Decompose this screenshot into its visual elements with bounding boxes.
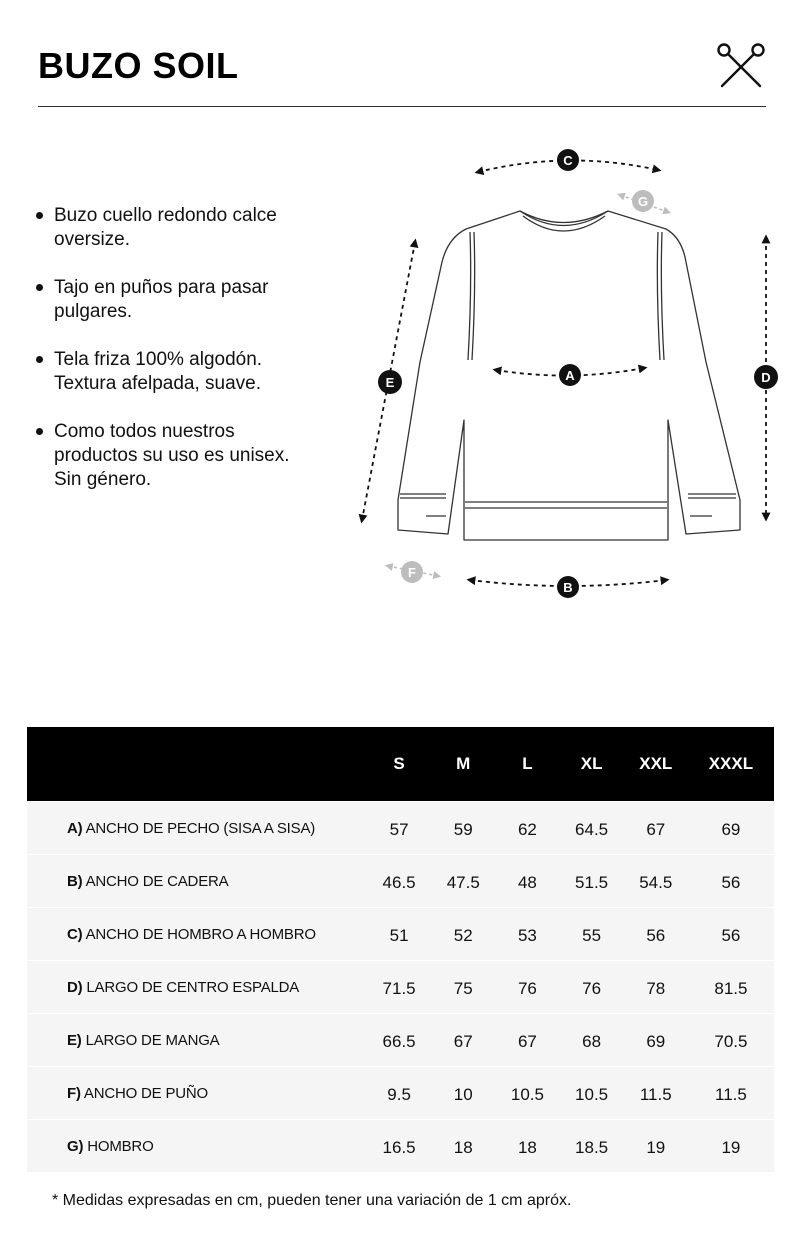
measurement-name: LARGO DE MANGA xyxy=(85,1031,220,1049)
size-value: 18.5 xyxy=(560,1120,624,1173)
size-value: 11.5 xyxy=(688,1067,774,1120)
feature-item: Buzo cuello redondo calce oversize. xyxy=(34,204,344,252)
marker-c xyxy=(557,149,579,171)
size-value: 62 xyxy=(495,802,559,855)
size-value: 53 xyxy=(495,908,559,961)
size-value: 9.5 xyxy=(367,1067,431,1120)
measurement-label xyxy=(27,1120,367,1173)
table-row xyxy=(27,855,774,908)
size-value: 81.5 xyxy=(688,961,774,1014)
marker-b xyxy=(557,576,579,598)
table-row xyxy=(27,1067,774,1120)
measurement-code: D) xyxy=(67,978,83,996)
marker-f-label: F xyxy=(408,565,416,580)
footnote: * Medidas expresadas en cm, pueden tener una variación de 1 cm apróx. xyxy=(52,1192,572,1209)
marker-b-label: B xyxy=(563,580,573,595)
measurement-label xyxy=(27,908,367,961)
size-value: 16.5 xyxy=(367,1120,431,1173)
size-value: 56 xyxy=(688,855,774,908)
page-title: BUZO SOIL xyxy=(38,45,239,86)
size-value: 10.5 xyxy=(495,1067,559,1120)
table-row xyxy=(27,1014,774,1067)
size-value: 11.5 xyxy=(624,1067,688,1120)
size-value: 52 xyxy=(431,908,495,961)
measurement-name: ANCHO DE CADERA xyxy=(85,872,229,890)
size-value: 69 xyxy=(688,802,774,855)
size-value: 51.5 xyxy=(560,855,624,908)
size-value: 69 xyxy=(624,1014,688,1067)
size-header: M xyxy=(431,727,495,802)
size-value: 48 xyxy=(495,855,559,908)
marker-d xyxy=(754,365,778,389)
size-header-row xyxy=(27,727,774,802)
measurement-label xyxy=(27,1014,367,1067)
marker-e xyxy=(378,370,402,394)
table-row xyxy=(27,802,774,855)
marker-e-label: E xyxy=(385,375,395,390)
size-value: 19 xyxy=(624,1120,688,1173)
marker-a-label: A xyxy=(565,368,575,383)
measurement-name: ANCHO DE PECHO (SISA A SISA) xyxy=(85,819,316,837)
measurement-name: ANCHO DE HOMBRO A HOMBRO xyxy=(85,925,316,943)
size-value: 57 xyxy=(367,802,431,855)
size-value: 54.5 xyxy=(624,855,688,908)
feature-item: Tela friza 100% algodón. Textura afelpada, suave. xyxy=(34,348,344,396)
table-row xyxy=(27,908,774,961)
feature-item: Como todos nuestros productos su uso es unisex. Sin género. xyxy=(34,420,344,492)
measurement-label xyxy=(27,855,367,908)
size-value: 78 xyxy=(624,961,688,1014)
size-value: 18 xyxy=(431,1120,495,1173)
measurement-name: HOMBRO xyxy=(87,1137,154,1155)
measurement-code: G) xyxy=(67,1137,84,1155)
size-value: 67 xyxy=(431,1014,495,1067)
size-header: XXXL xyxy=(688,727,774,802)
measurement-code: E) xyxy=(67,1031,82,1049)
size-value: 75 xyxy=(431,961,495,1014)
feature-list xyxy=(34,204,344,516)
feature-item: Tajo en puños para pasar pulgares. xyxy=(34,276,344,324)
size-value: 51 xyxy=(367,908,431,961)
size-value: 68 xyxy=(560,1014,624,1067)
table-row xyxy=(27,961,774,1014)
header-divider xyxy=(38,106,766,107)
size-header: XXL xyxy=(624,727,688,802)
size-value: 64.5 xyxy=(560,802,624,855)
size-value: 67 xyxy=(624,802,688,855)
size-table-body xyxy=(27,802,774,1173)
measurement-label xyxy=(27,802,367,855)
size-value: 67 xyxy=(495,1014,559,1067)
size-value: 66.5 xyxy=(367,1014,431,1067)
size-value: 55 xyxy=(560,908,624,961)
marker-d-label: D xyxy=(761,370,771,385)
size-value: 76 xyxy=(560,961,624,1014)
size-header: XL xyxy=(560,727,624,802)
size-value: 56 xyxy=(688,908,774,961)
measurement-name: ANCHO DE PUÑO xyxy=(83,1084,208,1102)
measure-arrows-secondary xyxy=(385,195,668,576)
size-value: 19 xyxy=(688,1120,774,1173)
marker-a xyxy=(559,364,581,386)
marker-g-label: G xyxy=(637,194,649,209)
size-header: S xyxy=(367,727,431,802)
measurement-code: A) xyxy=(67,819,83,837)
measurement-name: LARGO DE CENTRO ESPALDA xyxy=(86,978,300,996)
measurement-label xyxy=(27,961,367,1014)
measurement-code: F) xyxy=(67,1084,81,1102)
size-value: 70.5 xyxy=(688,1014,774,1067)
garment-diagram xyxy=(340,130,800,620)
measurement-code: B) xyxy=(67,872,83,890)
measurement-code: C) xyxy=(67,925,83,943)
marker-g xyxy=(632,190,654,212)
size-value: 18 xyxy=(495,1120,559,1173)
size-value: 46.5 xyxy=(367,855,431,908)
size-value: 76 xyxy=(495,961,559,1014)
size-table xyxy=(27,727,774,1172)
table-row xyxy=(27,1120,774,1173)
size-header: L xyxy=(495,727,559,802)
marker-c-label: C xyxy=(563,153,573,168)
size-value: 10 xyxy=(431,1067,495,1120)
size-value: 71.5 xyxy=(367,961,431,1014)
size-header-blank xyxy=(27,727,367,802)
scissors-icon xyxy=(716,42,766,88)
size-value: 56 xyxy=(624,908,688,961)
measurement-label xyxy=(27,1067,367,1120)
size-value: 59 xyxy=(431,802,495,855)
marker-f xyxy=(401,561,423,583)
size-value: 10.5 xyxy=(560,1067,624,1120)
size-value: 47.5 xyxy=(431,855,495,908)
